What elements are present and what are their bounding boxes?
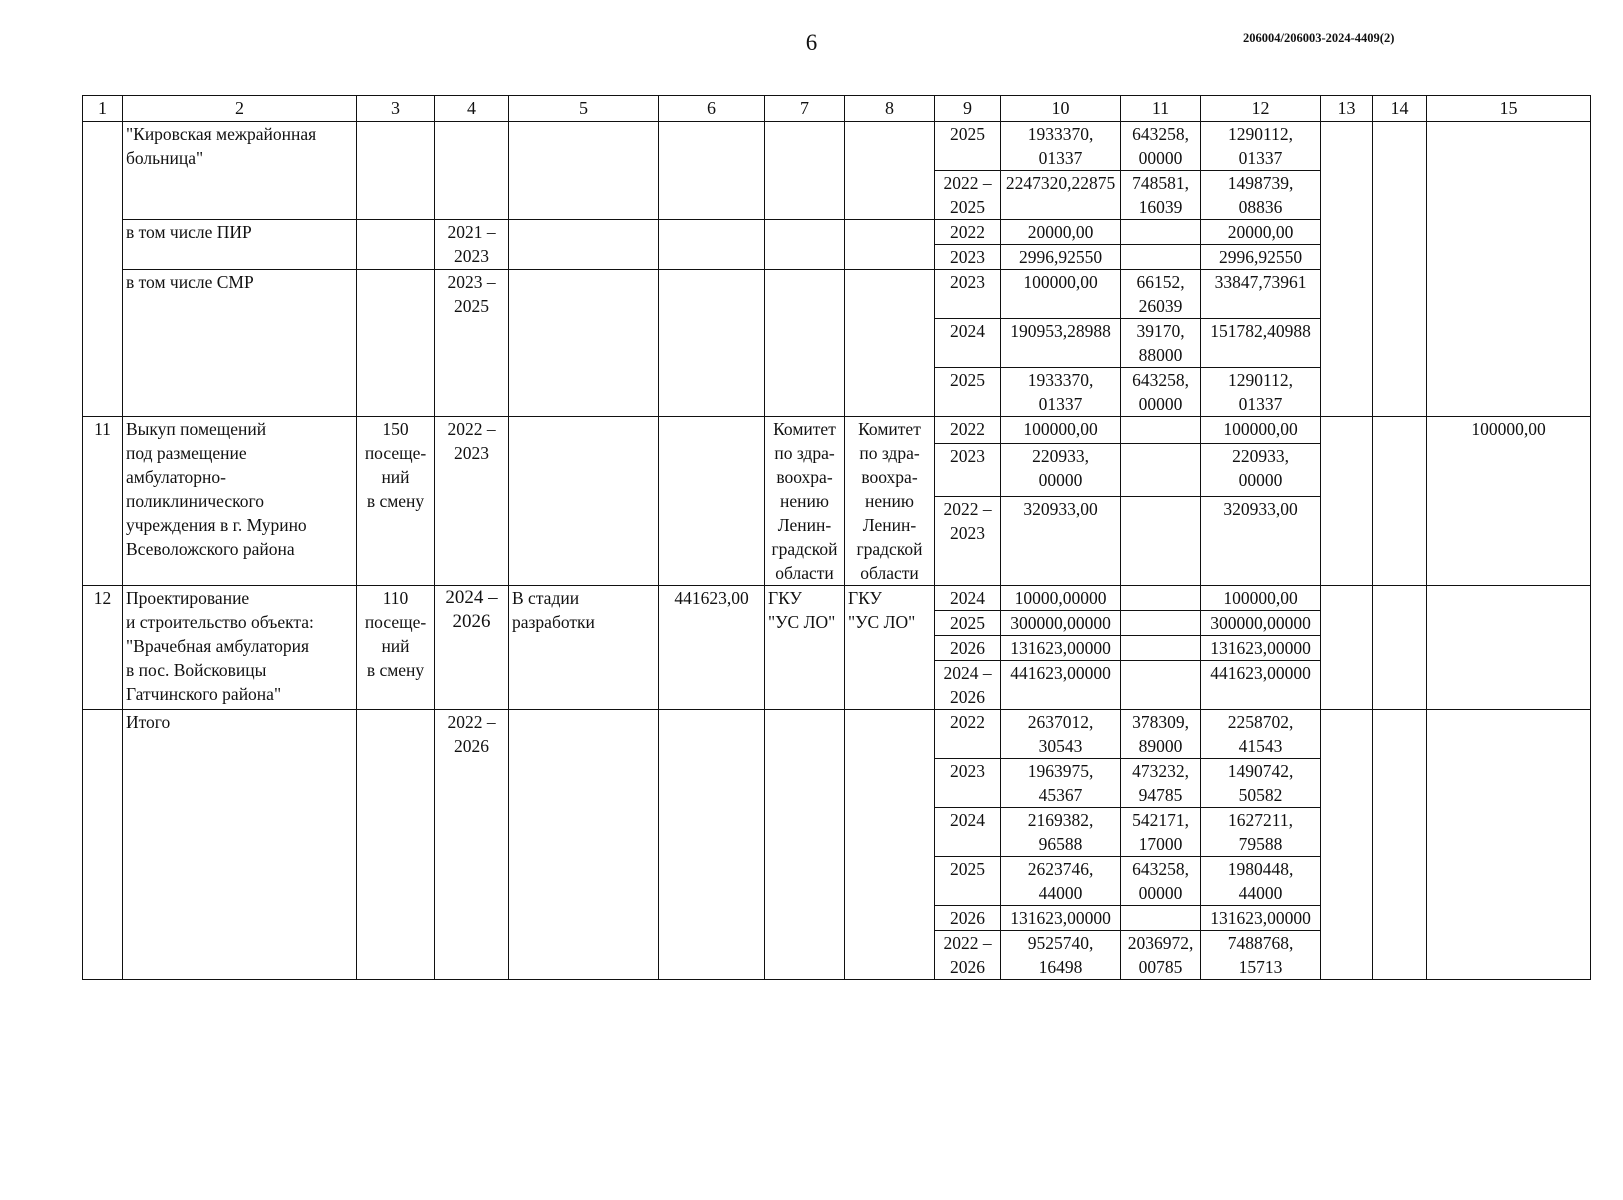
pir-label-cell: в том числе ПИР <box>123 220 357 270</box>
page-number: 6 <box>805 30 818 55</box>
customer-cell <box>765 270 845 417</box>
period-cell: 2022 – 2023 <box>435 417 509 586</box>
year-cell: 2022 – 2023 <box>935 497 1001 586</box>
period-cell: 2021 – 2023 <box>435 220 509 270</box>
total-amount-cell: 1933370, 01337 <box>1001 368 1121 417</box>
document-code: 206004/206003-2024-4409(2) <box>1243 31 1395 45</box>
total-amount-cell: 300000,00000 <box>1001 611 1121 636</box>
regional-amount-cell: 1498739, 08836 <box>1201 171 1321 220</box>
federal-amount-cell <box>1121 661 1201 710</box>
regional-amount-cell: 320933,00 <box>1201 497 1321 586</box>
year-cell: 2022 – 2025 <box>935 171 1001 220</box>
developer-cell <box>845 710 935 980</box>
header-cell: 11 <box>1121 96 1201 122</box>
column-number-row <box>83 96 1591 122</box>
regional-amount-cell: 1980448, 44000 <box>1201 857 1321 906</box>
year-cell: 2024 – 2026 <box>935 661 1001 710</box>
total-amount-cell: 2169382, 96588 <box>1001 808 1121 857</box>
federal-amount-cell <box>1121 611 1201 636</box>
total-amount-cell: 20000,00 <box>1001 220 1121 245</box>
header-cell: 1 <box>83 96 123 122</box>
table-row <box>83 122 1591 171</box>
year-cell: 2024 <box>935 586 1001 611</box>
header-cell: 2 <box>123 96 357 122</box>
table-row <box>83 417 1591 444</box>
total-amount-cell: 220933, 00000 <box>1001 444 1121 497</box>
regional-amount-cell: 2258702, 41543 <box>1201 710 1321 759</box>
total-amount-cell: 100000,00 <box>1001 270 1121 319</box>
developer-cell <box>845 220 935 270</box>
total-label-cell: Итого <box>123 710 357 980</box>
federal-amount-cell: 473232, 94785 <box>1121 759 1201 808</box>
federal-amount-cell: 2036972, 00785 <box>1121 931 1201 980</box>
row-number-cell: 12 <box>83 586 123 710</box>
capacity-cell <box>357 710 435 980</box>
header-cell: 5 <box>509 96 659 122</box>
col15-cell <box>1427 122 1591 417</box>
regional-amount-cell: 7488768, 15713 <box>1201 931 1321 980</box>
year-cell: 2024 <box>935 319 1001 368</box>
regional-amount-cell: 300000,00000 <box>1201 611 1321 636</box>
federal-amount-cell <box>1121 417 1201 444</box>
federal-amount-cell: 542171, 17000 <box>1121 808 1201 857</box>
col14-cell <box>1373 122 1427 417</box>
object-name-cell: Выкуп помещений под размещение амбулаторно- поликлинического учреждения в г. Мурино Всеволожского района <box>123 417 357 586</box>
customer-cell: ГКУ "УС ЛО" <box>765 586 845 710</box>
header-cell: 9 <box>935 96 1001 122</box>
customer-cell: Комитет по здра- воохра- нению Ленин- градской области <box>765 417 845 586</box>
federal-amount-cell: 643258, 00000 <box>1121 122 1201 171</box>
year-cell: 2025 <box>935 857 1001 906</box>
capacity-cell <box>357 270 435 417</box>
capacity-cell <box>357 122 435 220</box>
year-cell: 2022 <box>935 220 1001 245</box>
header-cell: 12 <box>1201 96 1321 122</box>
stage-cell <box>509 417 659 586</box>
stage-cell: В стадии разработки <box>509 586 659 710</box>
col13-cell <box>1321 122 1373 417</box>
capacity-cell: 150 посеще- ний в смену <box>357 417 435 586</box>
total-amount-cell: 2623746, 44000 <box>1001 857 1121 906</box>
stage-cell <box>509 122 659 220</box>
total-amount-cell: 2996,92550 <box>1001 245 1121 270</box>
capacity-cell: 110 посеще- ний в смену <box>357 586 435 710</box>
year-cell: 2022 <box>935 417 1001 444</box>
header-cell: 15 <box>1427 96 1591 122</box>
total-amount-cell: 10000,00000 <box>1001 586 1121 611</box>
period-cell: 2022 – 2026 <box>435 710 509 980</box>
regional-amount-cell: 1627211, 79588 <box>1201 808 1321 857</box>
developer-cell <box>845 270 935 417</box>
cost-cell <box>659 417 765 586</box>
year-cell: 2025 <box>935 122 1001 171</box>
regional-amount-cell: 151782,40988 <box>1201 319 1321 368</box>
customer-cell <box>765 710 845 980</box>
regional-amount-cell: 20000,00 <box>1201 220 1321 245</box>
header-cell: 4 <box>435 96 509 122</box>
col14-cell <box>1373 710 1427 980</box>
year-cell: 2023 <box>935 759 1001 808</box>
col14-cell <box>1373 586 1427 710</box>
stage-cell <box>509 270 659 417</box>
federal-amount-cell: 39170, 88000 <box>1121 319 1201 368</box>
period-cell <box>435 122 509 220</box>
regional-amount-cell: 1290112, 01337 <box>1201 368 1321 417</box>
regional-amount-cell: 100000,00 <box>1201 586 1321 611</box>
total-amount-cell: 2247320,22875 <box>1001 171 1121 220</box>
regional-amount-cell: 220933, 00000 <box>1201 444 1321 497</box>
federal-amount-cell <box>1121 906 1201 931</box>
customer-cell <box>765 220 845 270</box>
header-cell: 13 <box>1321 96 1373 122</box>
total-amount-cell: 131623,00000 <box>1001 636 1121 661</box>
header-cell: 6 <box>659 96 765 122</box>
table-row <box>83 710 1591 759</box>
regional-amount-cell: 1290112, 01337 <box>1201 122 1321 171</box>
regional-amount-cell: 131623,00000 <box>1201 906 1321 931</box>
total-amount-cell: 131623,00000 <box>1001 906 1121 931</box>
col13-cell <box>1321 417 1373 586</box>
cost-cell <box>659 710 765 980</box>
year-cell: 2026 <box>935 636 1001 661</box>
col14-cell <box>1373 417 1427 586</box>
year-cell: 2022 – 2026 <box>935 931 1001 980</box>
col15-cell <box>1427 710 1591 980</box>
regional-amount-cell: 100000,00 <box>1201 417 1321 444</box>
total-amount-cell: 1963975, 45367 <box>1001 759 1121 808</box>
col13-cell <box>1321 710 1373 980</box>
year-cell: 2023 <box>935 245 1001 270</box>
row-number-cell <box>83 122 123 417</box>
developer-cell: Комитет по здра- воохра- нению Ленин- градской области <box>845 417 935 586</box>
object-name-cell: "Кировская межрайонная больница" <box>123 122 357 220</box>
federal-amount-cell: 643258, 00000 <box>1121 857 1201 906</box>
object-name-cell: Проектирование и строительство объекта: "Врачебная амбулатория в пос. Войсковицы Гатчинского района" <box>123 586 357 710</box>
customer-cell <box>765 122 845 220</box>
federal-amount-cell: 66152, 26039 <box>1121 270 1201 319</box>
header-cell: 8 <box>845 96 935 122</box>
total-amount-cell: 441623,00000 <box>1001 661 1121 710</box>
period-cell: 2023 – 2025 <box>435 270 509 417</box>
regional-amount-cell: 131623,00000 <box>1201 636 1321 661</box>
col15-cell: 100000,00 <box>1427 417 1591 586</box>
regional-amount-cell: 1490742, 50582 <box>1201 759 1321 808</box>
period-cell: 2024 – 2026 <box>435 586 509 710</box>
regional-amount-cell: 33847,73961 <box>1201 270 1321 319</box>
federal-amount-cell: 378309, 89000 <box>1121 710 1201 759</box>
col13-cell <box>1321 586 1373 710</box>
developer-cell: ГКУ "УС ЛО" <box>845 586 935 710</box>
federal-amount-cell <box>1121 497 1201 586</box>
capacity-cell <box>357 220 435 270</box>
cost-cell: 441623,00 <box>659 586 765 710</box>
header-cell: 10 <box>1001 96 1121 122</box>
cost-cell <box>659 122 765 220</box>
cost-cell <box>659 270 765 417</box>
program-table-container <box>82 95 1590 977</box>
regional-amount-cell: 2996,92550 <box>1201 245 1321 270</box>
federal-amount-cell <box>1121 220 1201 245</box>
developer-cell <box>845 122 935 220</box>
table-row <box>83 586 1591 611</box>
year-cell: 2024 <box>935 808 1001 857</box>
header-cell: 3 <box>357 96 435 122</box>
stage-cell <box>509 220 659 270</box>
row-number-cell: 11 <box>83 417 123 586</box>
year-cell: 2022 <box>935 710 1001 759</box>
federal-amount-cell <box>1121 636 1201 661</box>
year-cell: 2025 <box>935 611 1001 636</box>
total-amount-cell: 100000,00 <box>1001 417 1121 444</box>
total-amount-cell: 9525740, 16498 <box>1001 931 1121 980</box>
year-cell: 2026 <box>935 906 1001 931</box>
regional-amount-cell: 441623,00000 <box>1201 661 1321 710</box>
federal-amount-cell <box>1121 245 1201 270</box>
header-cell: 14 <box>1373 96 1427 122</box>
total-amount-cell: 190953,28988 <box>1001 319 1121 368</box>
total-amount-cell: 1933370, 01337 <box>1001 122 1121 171</box>
year-cell: 2025 <box>935 368 1001 417</box>
federal-amount-cell <box>1121 586 1201 611</box>
program-table <box>82 95 1591 980</box>
smr-label-cell: в том числе СМР <box>123 270 357 417</box>
cost-cell <box>659 220 765 270</box>
federal-amount-cell: 643258, 00000 <box>1121 368 1201 417</box>
stage-cell <box>509 710 659 980</box>
row-number-cell <box>83 710 123 980</box>
total-amount-cell: 320933,00 <box>1001 497 1121 586</box>
federal-amount-cell <box>1121 444 1201 497</box>
year-cell: 2023 <box>935 270 1001 319</box>
year-cell: 2023 <box>935 444 1001 497</box>
total-amount-cell: 2637012, 30543 <box>1001 710 1121 759</box>
col15-cell <box>1427 586 1591 710</box>
header-cell: 7 <box>765 96 845 122</box>
federal-amount-cell: 748581, 16039 <box>1121 171 1201 220</box>
